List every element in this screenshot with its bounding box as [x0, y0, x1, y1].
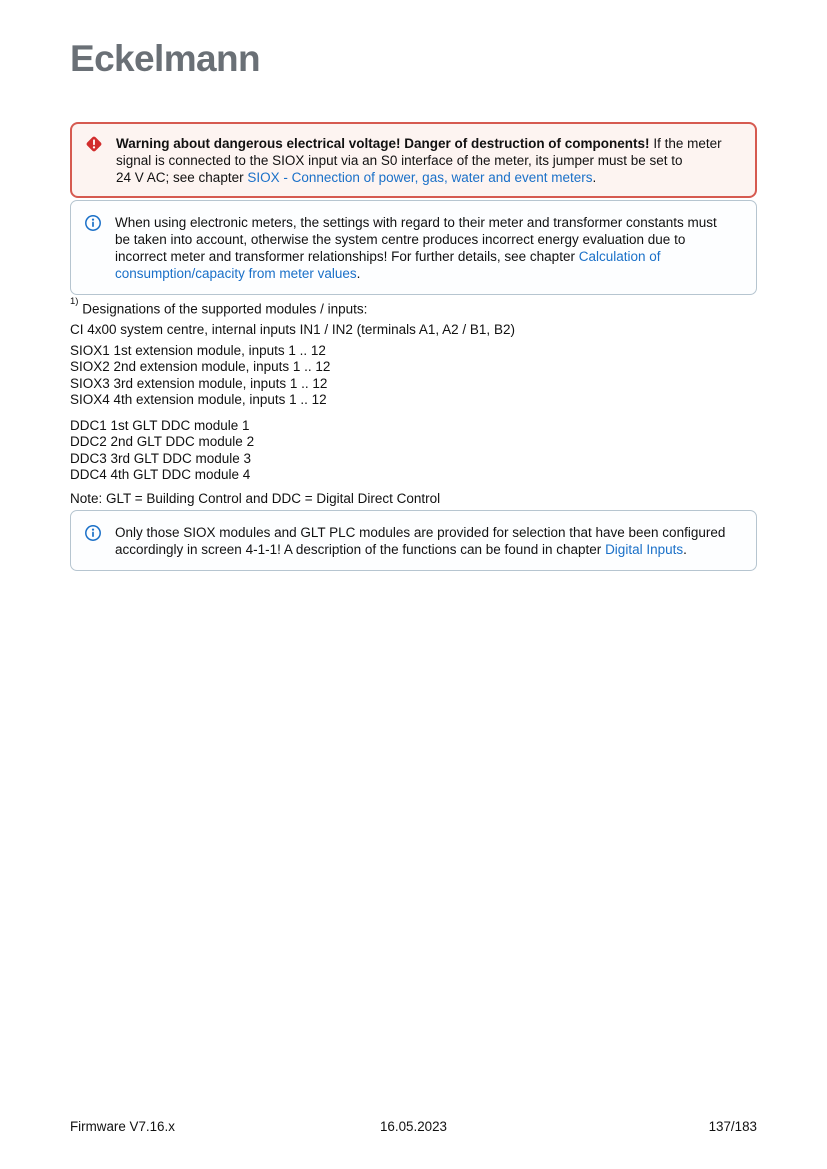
warning-text-rest: If the meter: [649, 136, 722, 151]
ddc-module-list: [70, 418, 710, 484]
info2-text: [115, 524, 756, 558]
company-logo: Eckelmann: [70, 38, 260, 79]
info1-line4-post: .: [356, 266, 361, 281]
chapter-link-calculation-part2[interactable]: consumption/capacity from meter values: [115, 266, 357, 281]
footer-page-number: 137/183: [708, 1119, 757, 1134]
info2-line-1: Only those SIOX modules and GLT PLC modules are provided for selection that have been configured: [115, 525, 726, 540]
info-icon-column: [71, 214, 115, 232]
info2-line2-post: .: [683, 542, 687, 557]
chapter-link-digital-inputs[interactable]: Digital Inputs: [605, 542, 684, 557]
list-item-ddc1: DDC1 1st GLT DDC module 1: [70, 417, 250, 433]
warning-line3-post: .: [592, 170, 597, 185]
warning-callout: [70, 122, 757, 198]
warning-diamond-icon: [85, 135, 103, 153]
warning-bold-text: Warning about dangerous electrical voltage! Danger of destruction of components!: [116, 136, 650, 151]
warning-line-3: [116, 169, 743, 186]
footer-firmware-version: Firmware V7.16.x: [70, 1119, 175, 1134]
info1-line-3: [115, 248, 744, 265]
glt-ddc-note: Note: GLT = Building Control and DDC = Digital Direct Control: [70, 490, 441, 506]
info-icon-column: [71, 524, 115, 542]
list-item-ddc4: DDC4 4th GLT DDC module 4: [70, 467, 251, 482]
info1-line3-pre: incorrect meter and transformer relationships! For further details, see chapter: [115, 249, 579, 264]
ci-system-centre-line: CI 4x00 system centre, internal inputs IN1 / IN2 (terminals A1, A2 / B1, B2): [70, 321, 515, 337]
siox-module-list: [70, 343, 710, 409]
info-circle-icon: [84, 214, 102, 232]
info1-line-1: When using electronic meters, the settings with regard to their meter and transformer constants must: [115, 215, 717, 230]
list-item-siox2: SIOX2 2nd extension module, inputs 1 .. 12: [70, 359, 331, 374]
warning-line-1: [116, 135, 743, 152]
info-circle-icon: [84, 524, 102, 542]
list-item-ddc3: DDC3 3rd GLT DDC module 3: [70, 450, 252, 466]
list-item-ddc2: DDC2 2nd GLT DDC module 2: [70, 434, 255, 449]
footnote-marker: 1): [70, 296, 79, 307]
info1-line-2: be taken into account, otherwise the system centre produces incorrect energy evaluation due to: [115, 232, 686, 247]
page-footer: [70, 1119, 757, 1134]
warning-line3-pre: 24 V AC; see chapter: [116, 170, 248, 185]
info-callout-meter-constants: [70, 200, 757, 295]
warning-line-2: signal is connected to the SIOX input via an S0 interface of the meter, its jumper must be set to: [116, 153, 683, 168]
info1-text: [115, 214, 756, 282]
list-item-siox1: SIOX1 1st extension module, inputs 1 .. 12: [70, 342, 326, 358]
body-text: [70, 296, 710, 507]
chapter-link-calculation-part1[interactable]: Calculation of: [578, 249, 661, 264]
chapter-link-siox-connection[interactable]: SIOX - Connection of power, gas, water and event meters: [247, 170, 593, 185]
designations-heading: Designations of the supported modules / inputs:: [78, 301, 368, 317]
info1-line-4: [115, 265, 744, 282]
list-item-siox3: SIOX3 3rd extension module, inputs 1 .. 12: [70, 375, 328, 391]
info-callout-module-selection: [70, 510, 757, 571]
warning-icon-column: [72, 135, 116, 153]
footer-date: 16.05.2023: [379, 1119, 448, 1134]
warning-text: [116, 135, 755, 186]
info2-line2-pre: accordingly in screen 4-1-1! A description of the functions can be found in chapter: [115, 542, 606, 557]
designations-paragraph: [70, 296, 710, 340]
list-item-siox4: SIOX4 4th extension module, inputs 1 .. 12: [70, 392, 327, 407]
info2-line-2: [115, 541, 744, 558]
